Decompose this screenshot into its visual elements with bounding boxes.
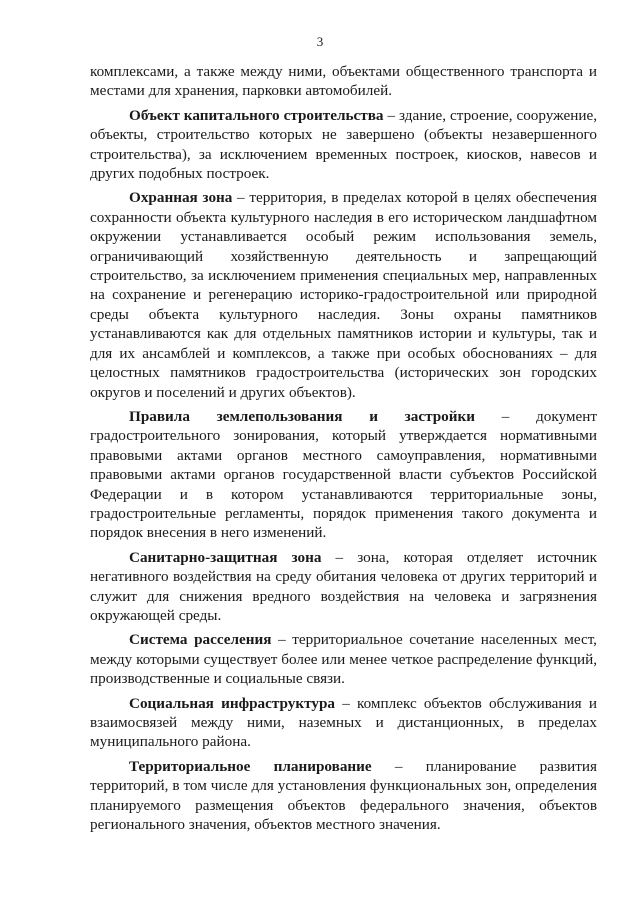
definition-term: Объект капитального строительства bbox=[129, 106, 384, 124]
definition-paragraph bbox=[90, 106, 597, 184]
definition-text: – здание, строение, сооружение, объекты, строительство которых не завершено (объекты незавершенного строительства), за исключением временных построек, киосков, навесов и других подобных построек. bbox=[90, 106, 598, 183]
definition-paragraph bbox=[90, 694, 597, 752]
definition-text: – зона, которая отделяет источник негативного воздействия на среду обитания человека от других территорий и служит для снижения вредного воздействия на человека и загрязнения окружающей среды. bbox=[90, 548, 597, 624]
definition-term: Охранная зона bbox=[129, 189, 233, 207]
document-body bbox=[90, 62, 597, 839]
definition-text: – территориальное сочетание населенных мест, между которыми существует более или менее четкое распределение функций, производственные и социальные связи. bbox=[90, 631, 597, 688]
definition-term: Система расселения bbox=[129, 631, 272, 649]
definition-text: – планирование развития территорий, в том числе для установления функциональных зон, определения планируемого размещения объектов федерального значения, объектов регионального значения, объектов местного значения. bbox=[90, 757, 597, 834]
definition-paragraph bbox=[90, 188, 597, 401]
definition-paragraph bbox=[90, 757, 597, 835]
definition-text: – территория, в пределах которой в целях обеспечения сохранности объекта культурного наследия в его историческом ландшафтном окружении устанавливается особый режим использования земель, ограничивающий хозяйственную деятельность и запрещающий строительство, за исключением применения специальных мер, направленных на сохранение и регенерацию историко-градостроительной или природной среды объекта культурного наследия. Зоны охраны памятников устанавливаются как для отдельных памятников истории и культуры, так и для их ансамблей и комплексов, а также при особых обоснованиях – для целостных памятников градостроительства (исторических зон городских округов и поселений и других объектов). bbox=[90, 189, 597, 401]
definition-term: Территориальное планирование bbox=[129, 757, 372, 775]
definition-paragraph bbox=[90, 630, 597, 688]
definition-text: – документ градостроительного зонирования, который утверждается нормативными правовыми актами органов местного самоуправления, нормативными правовыми актами органов государственной власти субъектов Российской Федерации и в котором устанавливаются территориальные зоны, градостроительные регламенты, порядок применения такого документа и порядок внесения в него изменений. bbox=[90, 407, 598, 542]
definition-paragraph bbox=[90, 407, 597, 543]
definition-text: – комплекс объектов обслуживания и взаимосвязей между ними, наземных и дистанционных, в пределах муниципального района. bbox=[90, 694, 597, 751]
definition-paragraph bbox=[90, 548, 597, 626]
definition-term: Санитарно-защитная зона bbox=[129, 548, 322, 566]
continuation-paragraph: комплексами, а также между ними, объектами общественного транспорта и местами для хранения, парковки автомобилей. bbox=[90, 63, 597, 100]
definition-term: Социальная инфраструктура bbox=[129, 694, 336, 712]
page-number: 3 bbox=[316, 34, 324, 49]
definition-term: Правила землепользования и застройки bbox=[129, 407, 476, 425]
